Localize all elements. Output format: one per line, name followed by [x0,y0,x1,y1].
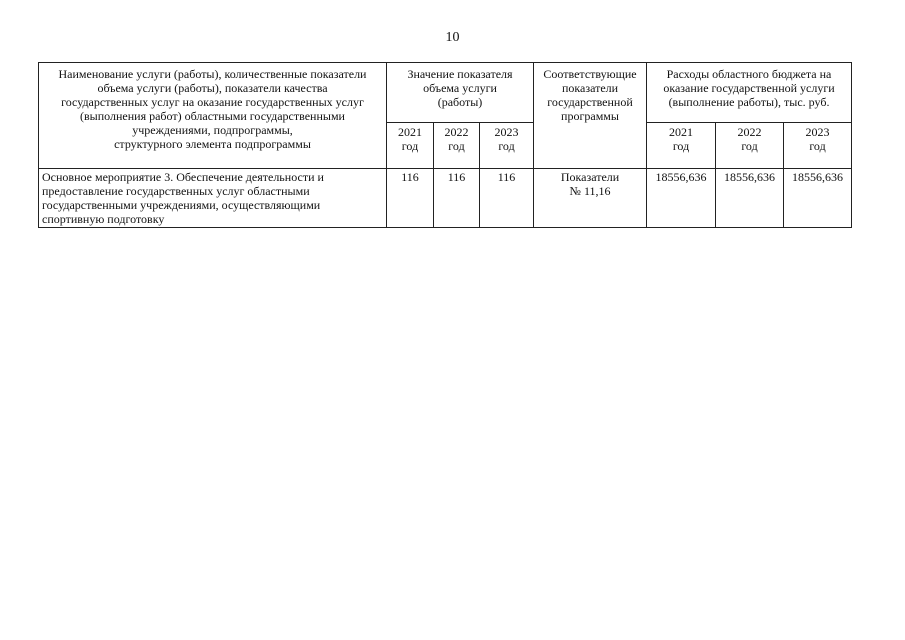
page-number: 10 [445,30,460,45]
header-row-1 [39,63,852,123]
header-volume-year-2023: 2023 год [480,123,534,169]
header-expense-year-2023: 2023 год [784,123,852,169]
row-expense-2023: 18556,636 [784,169,852,228]
header-service-name: Наименование услуги (работы), количественные показатели объема услуги (работы), показатели качества государственных услуг на оказание государственных услуг (выполнения работ) областными государственными учреждениями, подпрограммы, структурного элемента подпрограммы [39,63,387,169]
header-volume-year-2022: 2022 год [434,123,480,169]
row-volume-2021: 116 [387,169,434,228]
row-indicators: Показатели № 11,16 [534,169,647,228]
header-volume-year-2021: 2021 год [387,123,434,169]
row-expense-2022: 18556,636 [716,169,784,228]
header-expense-year-2022: 2022 год [716,123,784,169]
row-name: Основное мероприятие 3. Обеспечение деятельности и предоставление государственных услуг областными государственными учреждениями, осуществляющими спортивную подготовку [39,169,387,228]
row-volume-2022: 116 [434,169,480,228]
table-row [39,169,852,228]
row-volume-2023: 116 [480,169,534,228]
header-volume-value: Значение показателя объема услуги (работы) [387,63,534,123]
header-program-indicators: Соответствующие показатели государственной программы [534,63,647,169]
header-expense-year-2021: 2021 год [647,123,716,169]
services-table [38,62,852,228]
row-expense-2021: 18556,636 [647,169,716,228]
header-budget-expenses: Расходы областного бюджета на оказание государственной услуги (выполнение работы), тыс. руб. [647,63,852,123]
